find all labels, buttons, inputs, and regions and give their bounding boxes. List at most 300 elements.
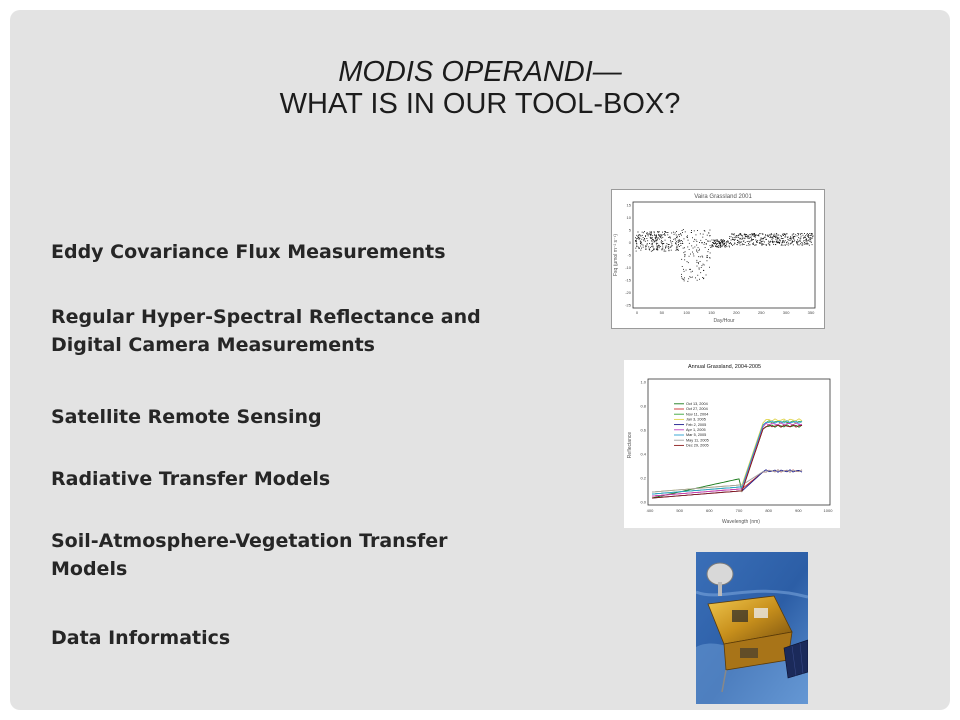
flux-data-point [786, 242, 787, 243]
legend-label: Dec 29, 2005 [686, 443, 709, 448]
flux-data-point [717, 239, 718, 240]
flux-data-point [691, 272, 692, 273]
flux-ytick-label: -25 [625, 302, 631, 308]
flux-data-point [776, 242, 777, 243]
bullet-item-hyperspectral-cont: Digital Camera Measurements [51, 334, 375, 356]
flux-data-point [707, 235, 708, 236]
flux-data-point [636, 243, 637, 244]
flux-data-point [703, 264, 704, 265]
flux-data-point [726, 242, 727, 243]
flux-data-point [734, 244, 735, 245]
flux-data-point [727, 241, 728, 242]
flux-data-point [732, 233, 733, 234]
flux-data-point [662, 237, 663, 238]
flux-data-point [691, 245, 692, 246]
flux-data-point [684, 271, 685, 272]
flux-data-point [745, 242, 746, 243]
flux-data-point [750, 241, 751, 242]
flux-data-point [697, 252, 698, 253]
flux-data-point [681, 240, 682, 241]
flux-data-point [757, 240, 758, 241]
flux-data-point [722, 245, 723, 246]
flux-data-point [732, 245, 733, 246]
flux-data-point [784, 242, 785, 243]
flux-data-point [656, 248, 657, 249]
flux-data-point [726, 241, 727, 242]
flux-data-point [656, 244, 657, 245]
flux-data-point [752, 235, 753, 236]
flux-data-point [740, 239, 741, 240]
title-line-1: MODIS OPERANDI— [338, 56, 622, 88]
flux-data-point [812, 244, 813, 245]
flux-data-point [661, 235, 662, 236]
flux-data-point [696, 262, 697, 263]
flux-data-point [684, 259, 685, 260]
legend-label: Mar 5, 2005 [686, 433, 707, 438]
flux-data-point [680, 245, 681, 246]
flux-data-point [693, 254, 694, 255]
flux-data-point [675, 242, 676, 243]
flux-data-point [770, 236, 771, 237]
flux-data-point [749, 242, 750, 243]
flux-data-point [693, 248, 694, 249]
flux-data-point [682, 241, 683, 242]
flux-data-point [658, 246, 659, 247]
flux-data-point [707, 241, 708, 242]
flux-data-point [732, 237, 733, 238]
flux-data-point [738, 237, 739, 238]
flux-data-point [709, 267, 710, 268]
flux-data-point [687, 235, 688, 236]
flux-data-point [639, 234, 640, 235]
flux-data-point [706, 275, 707, 276]
reflectance-plot-xlabel: Wavelength (nm) [722, 519, 760, 525]
flux-data-point [719, 243, 720, 244]
flux-data-point [676, 235, 677, 236]
flux-data-point [684, 277, 685, 278]
flux-data-point [796, 241, 797, 242]
flux-data-point [636, 245, 637, 246]
flux-data-point [808, 243, 809, 244]
reflectance-xtick-label: 900 [794, 508, 802, 513]
flux-data-point [654, 234, 655, 235]
flux-data-point [752, 234, 753, 235]
flux-data-point [716, 244, 717, 245]
flux-data-point [734, 243, 735, 244]
flux-data-point [695, 277, 696, 278]
flux-data-point [715, 245, 716, 246]
flux-data-point [810, 239, 811, 240]
flux-data-point [696, 241, 697, 242]
flux-data-point [680, 243, 681, 244]
flux-data-point [707, 260, 708, 261]
flux-data-point [657, 239, 658, 240]
flux-data-point [783, 234, 784, 235]
flux-data-point [643, 245, 644, 246]
flux-data-point [754, 245, 755, 246]
flux-data-point [681, 235, 682, 236]
flux-data-point [672, 241, 673, 242]
flux-data-point [647, 240, 648, 241]
flux-data-point [708, 251, 709, 252]
flux-data-point [699, 249, 700, 250]
flux-data-point [783, 235, 784, 236]
flux-data-point [665, 251, 666, 252]
flux-data-point [772, 239, 773, 240]
flux-data-point [645, 245, 646, 246]
flux-data-point [679, 246, 680, 247]
flux-data-point [722, 244, 723, 245]
flux-data-point [712, 245, 713, 246]
reflectance-ytick-label: 0.2 [640, 475, 646, 481]
flux-data-point [639, 239, 640, 240]
flux-data-point [706, 243, 707, 244]
flux-data-point [669, 237, 670, 238]
flux-data-point [660, 246, 661, 247]
flux-data-point [700, 261, 701, 262]
flux-data-point [659, 239, 660, 240]
satellite-illustration [696, 552, 808, 704]
flux-data-point [694, 230, 695, 231]
flux-data-point [662, 244, 663, 245]
flux-data-point [760, 233, 761, 234]
flux-data-point [751, 234, 752, 235]
flux-data-point [689, 276, 690, 277]
flux-data-point [779, 239, 780, 240]
flux-data-point [762, 241, 763, 242]
flux-data-point [662, 241, 663, 242]
flux-data-point [788, 239, 789, 240]
flux-data-point [806, 241, 807, 242]
flux-data-point [643, 237, 644, 238]
flux-data-point [652, 239, 653, 240]
flux-data-point [722, 240, 723, 241]
flux-data-point [648, 234, 649, 235]
flux-data-point [650, 237, 651, 238]
flux-data-point [794, 236, 795, 237]
flux-data-point [689, 256, 690, 257]
flux-data-point [811, 235, 812, 236]
flux-data-point [640, 246, 641, 247]
flux-data-point [660, 236, 661, 237]
reflectance-ytick-label: 1.0 [640, 379, 646, 385]
flux-data-point [741, 242, 742, 243]
flux-data-point [769, 245, 770, 246]
flux-data-point [797, 235, 798, 236]
flux-data-point [640, 242, 641, 243]
flux-data-point [741, 235, 742, 236]
flux-data-point [654, 249, 655, 250]
reflectance-plot-ylabel: Reflectance [627, 431, 633, 459]
flux-data-point [651, 251, 652, 252]
flux-data-point [650, 235, 651, 236]
flux-data-point [808, 234, 809, 235]
flux-data-point [715, 240, 716, 241]
reflectance-ytick-label: 0.0 [640, 499, 646, 505]
flux-data-point [671, 246, 672, 247]
flux-data-point [764, 242, 765, 243]
flux-data-point [726, 246, 727, 247]
flux-ytick-label: 10 [626, 215, 631, 220]
flux-data-point [740, 234, 741, 235]
flux-data-point [786, 244, 787, 245]
flux-data-point [638, 247, 639, 248]
flux-data-point [706, 239, 707, 240]
flux-data-point [661, 242, 662, 243]
flux-data-point [791, 239, 792, 240]
flux-data-point [721, 246, 722, 247]
flux-data-point [670, 240, 671, 241]
flux-data-point [742, 236, 743, 237]
flux-data-point [673, 232, 674, 233]
flux-data-point [782, 240, 783, 241]
flux-data-point [681, 259, 682, 260]
flux-data-point [708, 249, 709, 250]
flux-data-point [676, 246, 677, 247]
flux-data-point [708, 232, 709, 233]
flux-data-point [655, 237, 656, 238]
flux-data-point [702, 237, 703, 238]
flux-data-point [706, 257, 707, 258]
flux-data-point [699, 242, 700, 243]
flux-data-point [664, 235, 665, 236]
flux-data-point [750, 244, 751, 245]
flux-data-point [712, 240, 713, 241]
reflectance-xtick-label: 800 [765, 508, 773, 513]
flux-data-point [781, 244, 782, 245]
flux-data-point [694, 239, 695, 240]
flux-data-point [656, 243, 657, 244]
flux-data-point [773, 236, 774, 237]
flux-data-point [665, 248, 666, 249]
flux-data-point [645, 236, 646, 237]
flux-data-point [749, 238, 750, 239]
flux-data-point [798, 237, 799, 238]
flux-data-point [799, 245, 800, 246]
flux-data-point [797, 239, 798, 240]
flux-data-point [696, 245, 697, 246]
flux-data-point [654, 232, 655, 233]
flux-data-point [685, 251, 686, 252]
flux-data-point [652, 246, 653, 247]
flux-data-point [778, 237, 779, 238]
flux-data-point [656, 241, 657, 242]
flux-data-point [696, 250, 697, 251]
flux-data-point [680, 234, 681, 235]
flux-data-point [798, 233, 799, 234]
flux-data-point [639, 238, 640, 239]
flux-data-point [797, 233, 798, 234]
bullet-item-hyperspectral: Regular Hyper-Spectral Reflectance and [51, 306, 481, 328]
flux-data-point [705, 247, 706, 248]
flux-data-point [774, 234, 775, 235]
flux-data-point [768, 243, 769, 244]
flux-data-point [661, 243, 662, 244]
flux-data-point [708, 241, 709, 242]
flux-data-point [647, 244, 648, 245]
flux-data-point [700, 256, 701, 257]
flux-data-point [786, 233, 787, 234]
flux-data-point [722, 241, 723, 242]
flux-data-point [762, 233, 763, 234]
flux-data-point [684, 254, 685, 255]
flux-data-point [798, 234, 799, 235]
flux-data-point [773, 244, 774, 245]
flux-data-point [677, 237, 678, 238]
flux-data-point [682, 278, 683, 279]
flux-data-point [687, 281, 688, 282]
flux-data-point [801, 242, 802, 243]
flux-data-point [683, 252, 684, 253]
flux-data-point [682, 232, 683, 233]
flux-data-point [658, 238, 659, 239]
flux-data-point [653, 247, 654, 248]
flux-data-point [761, 243, 762, 244]
flux-data-point [643, 247, 644, 248]
flux-data-point [806, 234, 807, 235]
flux-xtick-label: 300 [782, 310, 790, 315]
flux-data-point [773, 238, 774, 239]
flux-data-point [725, 247, 726, 248]
flux-data-point [684, 238, 685, 239]
flux-data-point [773, 235, 774, 236]
flux-data-point [669, 250, 670, 251]
flux-data-point [787, 237, 788, 238]
flux-data-point [771, 233, 772, 234]
flux-data-point [671, 242, 672, 243]
flux-data-point [651, 244, 652, 245]
flux-data-point [806, 239, 807, 240]
flux-data-point [737, 244, 738, 245]
flux-data-point [764, 237, 765, 238]
flux-data-point [793, 237, 794, 238]
flux-data-point [638, 237, 639, 238]
reflectance-xtick-label: 400 [646, 508, 654, 513]
flux-data-point [731, 243, 732, 244]
flux-data-point [635, 237, 636, 238]
flux-data-point [710, 241, 711, 242]
flux-xtick-label: 150 [708, 310, 715, 315]
flux-data-point [715, 246, 716, 247]
flux-data-point [794, 240, 795, 241]
flux-data-point [678, 245, 679, 246]
reflectance-plot-svg [624, 360, 840, 528]
flux-data-point [740, 242, 741, 243]
flux-data-point [673, 239, 674, 240]
flux-data-point [636, 240, 637, 241]
flux-data-point [657, 249, 658, 250]
flux-data-point [687, 261, 688, 262]
flux-data-point [656, 236, 657, 237]
reflectance-xtick-label: 600 [705, 508, 713, 513]
flux-data-point [700, 233, 701, 234]
flux-data-point [743, 244, 744, 245]
flux-data-point [690, 269, 691, 270]
flux-data-point [683, 248, 684, 249]
flux-data-point [776, 236, 777, 237]
flux-data-point [720, 245, 721, 246]
flux-data-point [688, 240, 689, 241]
flux-data-point [755, 235, 756, 236]
flux-data-point [647, 232, 648, 233]
flux-data-point [718, 241, 719, 242]
flux-data-point [762, 245, 763, 246]
flux-data-point [675, 243, 676, 244]
flux-data-point [720, 243, 721, 244]
flux-data-point [652, 237, 653, 238]
flux-data-point [693, 256, 694, 257]
flux-data-point [640, 235, 641, 236]
flux-data-point [697, 275, 698, 276]
flux-data-point [662, 247, 663, 248]
flux-data-point [776, 233, 777, 234]
flux-data-point [761, 238, 762, 239]
flux-data-point [702, 257, 703, 258]
bullet-item-data-informatics: Data Informatics [51, 627, 231, 649]
flux-data-point [752, 244, 753, 245]
flux-data-point [671, 243, 672, 244]
flux-data-point [744, 238, 745, 239]
flux-data-point [768, 241, 769, 242]
flux-data-point [715, 243, 716, 244]
flux-data-point [709, 235, 710, 236]
flux-data-point [650, 238, 651, 239]
flux-data-point [684, 280, 685, 281]
flux-ytick-label: 5 [628, 227, 631, 233]
flux-data-point [729, 246, 730, 247]
flux-data-point [646, 238, 647, 239]
flux-data-point [641, 236, 642, 237]
flux-data-point [800, 240, 801, 241]
flux-data-point [781, 238, 782, 239]
flux-data-point [757, 242, 758, 243]
flux-data-point [792, 240, 793, 241]
flux-data-point [668, 247, 669, 248]
flux-data-point [808, 240, 809, 241]
flux-data-point [682, 266, 683, 267]
flux-data-point [686, 270, 687, 271]
flux-data-point [734, 237, 735, 238]
flux-data-point [668, 237, 669, 238]
flux-data-point [809, 241, 810, 242]
flux-data-point [662, 235, 663, 236]
flux-data-point [752, 233, 753, 234]
flux-data-point [668, 232, 669, 233]
flux-data-point [685, 231, 686, 232]
flux-data-point [737, 242, 738, 243]
flux-data-point [699, 250, 700, 251]
flux-data-point [778, 235, 779, 236]
flux-data-point [762, 244, 763, 245]
flux-data-point [703, 270, 704, 271]
flux-data-point [792, 235, 793, 236]
flux-data-point [785, 244, 786, 245]
flux-data-point [665, 235, 666, 236]
flux-data-point [807, 236, 808, 237]
flux-data-point [726, 244, 727, 245]
flux-data-point [662, 249, 663, 250]
flux-data-point [718, 245, 719, 246]
flux-data-point [684, 247, 685, 248]
flux-data-point [640, 241, 641, 242]
flux-data-point [780, 235, 781, 236]
flux-data-point [756, 235, 757, 236]
flux-data-point [688, 262, 689, 263]
flux-data-point [679, 236, 680, 237]
flux-data-point [720, 242, 721, 243]
flux-data-point [649, 243, 650, 244]
flux-data-point [650, 234, 651, 235]
